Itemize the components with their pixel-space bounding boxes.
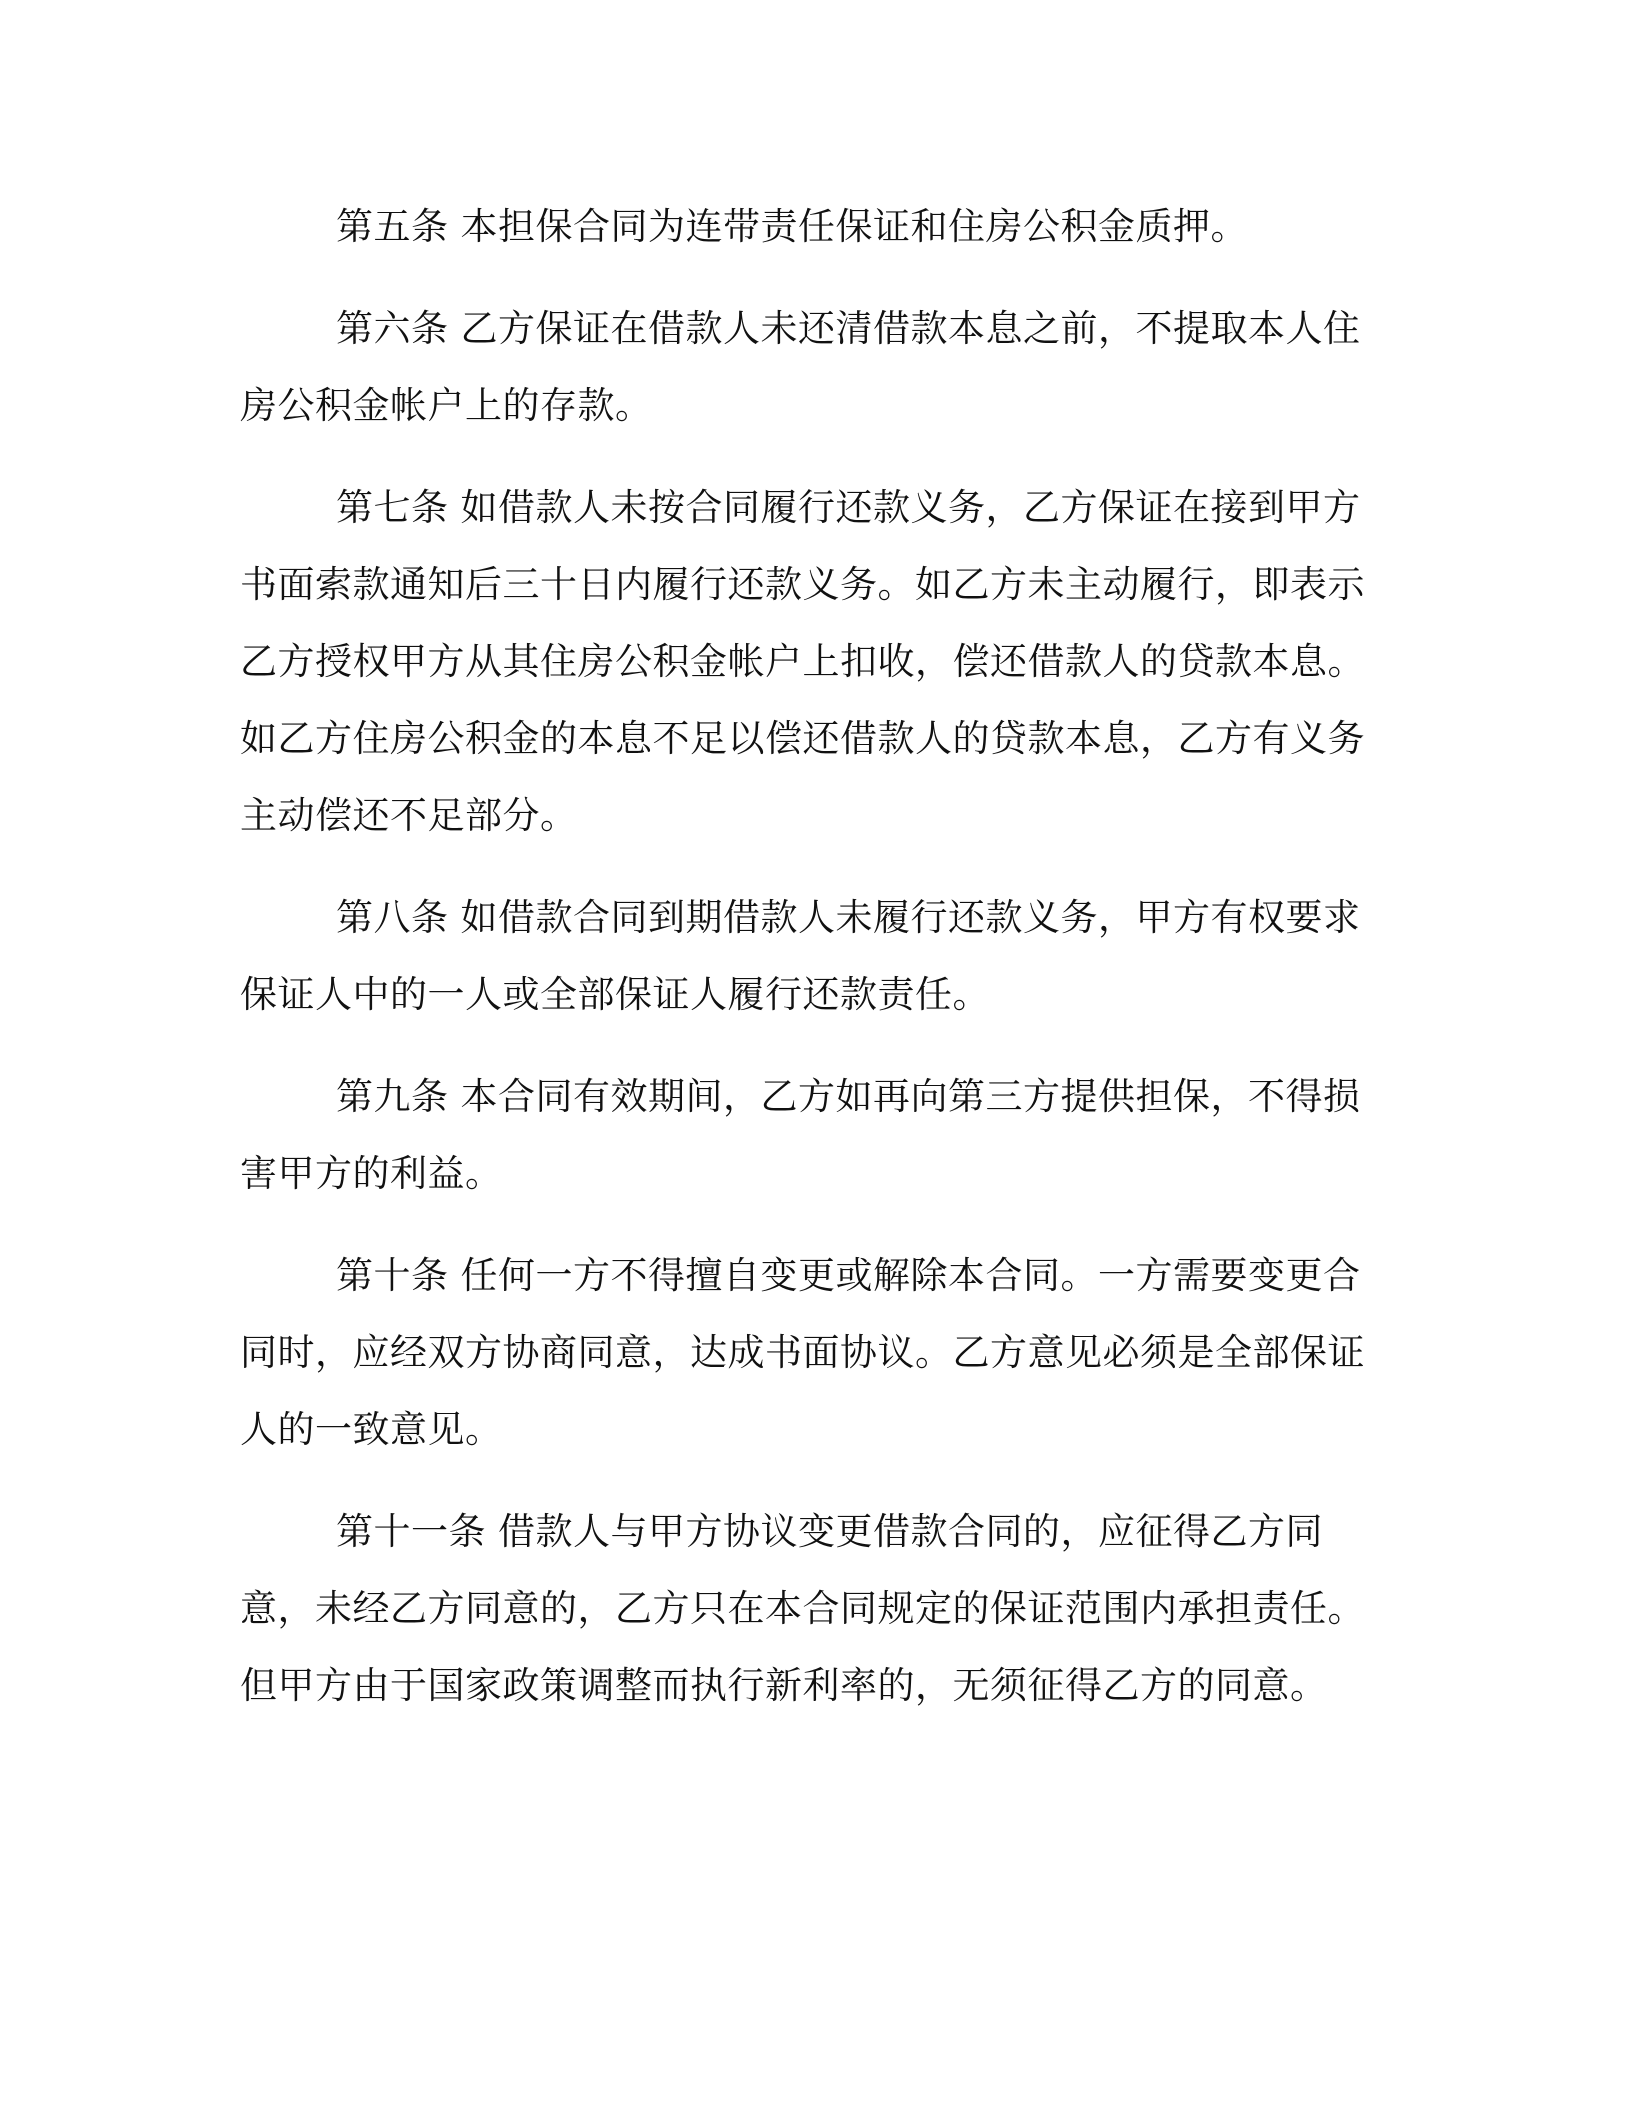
article-text: 乙方保证在借款人未还清借款本息之前，不提取本人住房公积金帐户上的存款。 [240,307,1361,427]
article-7 [240,469,1390,854]
article-9 [240,1058,1390,1212]
article-text: 任何一方不得擅自变更或解除本合同。一方需要变更合同时，应经双方协商同意，达成书面协议。乙方意见必须是全部保证人的一致意见。 [240,1254,1365,1451]
article-text: 本合同有效期间，乙方如再向第三方提供担保，不得损害甲方的利益。 [240,1075,1361,1195]
article-number: 第五条 [336,205,449,248]
article-number: 第七条 [336,486,449,529]
contract-body [240,188,1390,1749]
article-text: 借款人与甲方协议变更借款合同的，应征得乙方同意，未经乙方同意的，乙方只在本合同规定的保证范围内承担责任。但甲方由于国家政策调整而执行新利率的，无须征得乙方的同意。 [240,1510,1365,1707]
article-number: 第十一条 [336,1510,486,1553]
article-11 [240,1493,1390,1724]
article-number: 第八条 [336,896,449,939]
article-5 [240,188,1390,265]
article-number: 第九条 [336,1075,449,1118]
article-number: 第六条 [336,307,449,350]
article-number: 第十条 [336,1254,449,1297]
article-text: 本担保合同为连带责任保证和住房公积金质押。 [460,205,1248,248]
article-text: 如借款合同到期借款人未履行还款义务，甲方有权要求保证人中的一人或全部保证人履行还款责任。 [240,896,1361,1016]
article-8 [240,879,1390,1033]
article-10 [240,1237,1390,1468]
article-6 [240,290,1390,444]
article-text: 如借款人未按合同履行还款义务，乙方保证在接到甲方书面索款通知后三十日内履行还款义务。如乙方未主动履行，即表示乙方授权甲方从其住房公积金帐户上扣收，偿还借款人的贷款本息。如乙方住房公积金的本息不足以偿还借款人的贷款本息，乙方有义务主动偿还不足部分。 [240,486,1365,837]
